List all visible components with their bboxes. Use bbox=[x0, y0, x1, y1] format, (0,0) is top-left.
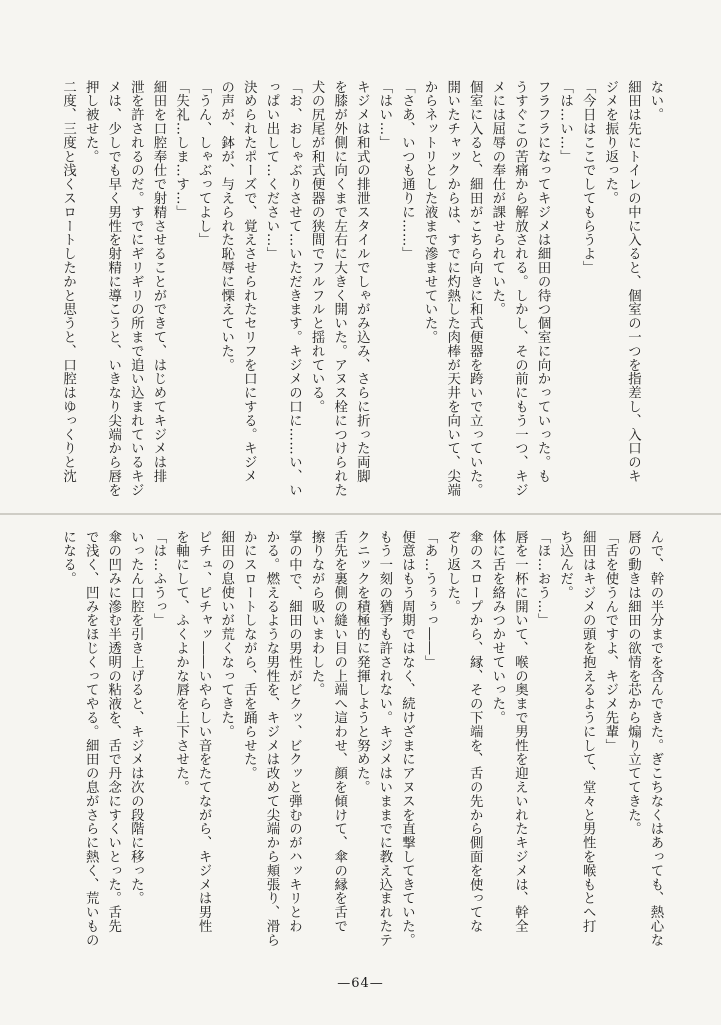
page-divider bbox=[0, 513, 721, 515]
page-number: —64— bbox=[337, 976, 384, 991]
lower-text-block: んで、幹の半分までを含んできた。ぎこちなくはあっても、熱心な 唇の動きは細田の欲情を芯から煽り立ててきた。 「舌を使うんですよ、キジメ先輩」 細田はキジメの頭を抱えるようにして、堂々と男性を喉もとへ打 ち込んだ。 「ほ…おう…」 唇を一杯に開いて、喉の奥まで男性を迎えいれたキジメは、幹全 体に舌を絡みつかせていった。 傘のスロープから、縁、その下端を、舌の先から側面を使ってな ぞり返した。 「あ…うぅぅっ――」 便意はもう周期ではなく、続けざまにアヌスを直撃してきていた。 もう一刻の猶予も許されない。キジメはいままでに教え込まれたテ クニックを積極的に発揮しようと努めた。 舌先を裏側の縫い目の上端へ這わせ、顔を傾けて、傘の縁を舌で 擦りながら吸いまわした。 掌の中で、細田の男性がビクッ、ビクッと弾むのがハッキリとわ かる。燃えるような男性を、キジメは改めて尖端から頬張り、滑ら かにスロートしながら、舌を踊らせた。 細田の息使いが荒くなってきた。 ピチュ、ピチャッ――いやらしい音をたてながら、キジメは男性 を軸にして、ふくよかな唇を上下させた。 「は…ふうっ」 いったん口腔を引き上げると、キジメは次の段階に移った。 傘の凹みに滲む半透明の粘液を、舌で丹念にすくいとった。舌先 で浅く、凹みをほじくってやる。細田の息がさらに熱く、荒いもの になる。 bbox=[60, 530, 663, 947]
upper-text-block: ない。 細田は先にトイレの中に入ると、個室の一つを指差し、入口のキ ジメを振り返った。 「今日はここでしてもらうよ」 「は…い…」 フラフラになってキジメは細田の待つ個室に向かっていった。も うすぐこの苦痛から解放される。しかし、その前にもう一つ、キジ メには屈辱の奉仕が課せられていた。 個室に入ると、細田がこちら向きに和式便器を跨いで立っていた。 開いたチャックからは、すでに灼熱した肉棒が天井を向いて、尖端 からネットリとした液まで滲ませていた。 「さあ、いつも通りに……」 「はい…」 キジメは和式の排泄スタイルでしゃがみ込み、さらに折った両脚 を膝が外側に向くまで左右に大きく開いた。アヌス栓につけられた 犬の尻尾が和式便器の狭間でフルフルと揺れている。 「お、おしゃぶりさせて…いただきます。キジメの口に……い、い っぱい出して…ください…」 決められたポーズで、覚えさせられたセリフを口にする。キジメ の声が、鉢が、与えられた恥辱に慄えていた。 「うん、しゃぶってよし」 「失礼…しま…す…」 細田を口腔奉仕で射精させることができて、はじめてキジメは排 泄を許されるのだ。すでにギリギリの所まで追い込まれているキジ メは、少しでも早く男性を射精に導こうと、いきなり尖端から唇を 押し被せた。 二度、三度と浅くスロートしたかと思うと、口腔はゆっくりと沈 bbox=[60, 80, 663, 497]
